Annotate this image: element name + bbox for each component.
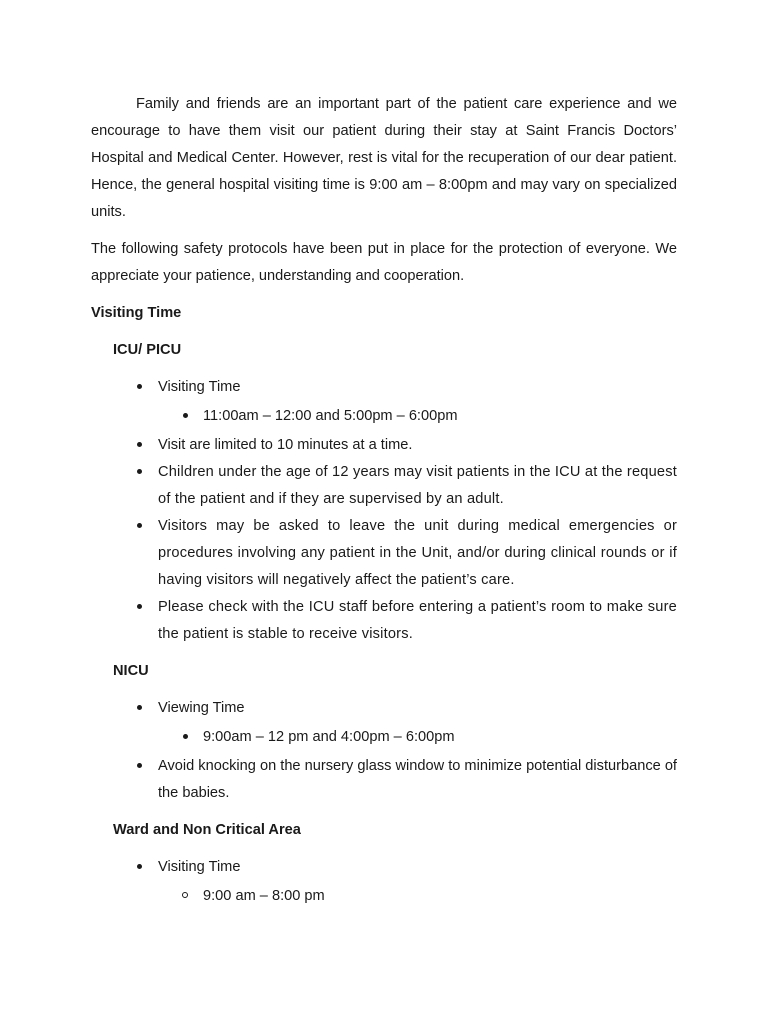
list-item bbox=[91, 374, 677, 430]
list-item bbox=[158, 883, 677, 910]
list-item bbox=[91, 432, 677, 459]
ward-visiting-hours: 9:00 am – 8:00 pm bbox=[203, 888, 325, 904]
visiting-time-heading: Visiting Time bbox=[91, 305, 182, 321]
nicu-knocking-policy: Avoid knocking on the nursery glass window to minimize potential disturbance of the babies. bbox=[158, 758, 677, 801]
bullet-icon bbox=[134, 854, 144, 881]
bullet-icon bbox=[134, 594, 144, 621]
list-item bbox=[158, 724, 677, 751]
list-item bbox=[91, 753, 677, 807]
bullet-icon bbox=[134, 753, 144, 780]
icu-visiting-time-sublist bbox=[158, 403, 677, 430]
list-item bbox=[158, 403, 677, 430]
icu-staff-check: Please check with the ICU staff before entering a patient’s room to make sure the patient is stable to receive visitors. bbox=[158, 599, 677, 642]
list-item bbox=[91, 854, 677, 910]
bullet-icon bbox=[180, 724, 190, 751]
ward-heading: Ward and Non Critical Area bbox=[113, 822, 301, 838]
circle-bullet-icon bbox=[180, 883, 190, 910]
list-item bbox=[91, 513, 677, 594]
bullet-icon bbox=[134, 695, 144, 722]
icu-children-policy: Children under the age of 12 years may visit patients in the ICU at the request of the patient and if they are supervised by an adult. bbox=[158, 464, 677, 507]
list-item bbox=[91, 594, 677, 648]
ward-visiting-time-label: Visiting Time bbox=[158, 859, 241, 875]
bullet-icon bbox=[134, 374, 144, 401]
intro-paragraph-2: The following safety protocols have been put in place for the protection of everyone. We appreciate your patience, understanding and cooperation. bbox=[91, 241, 677, 284]
icu-visit-limit: Visit are limited to 10 minutes at a time. bbox=[158, 437, 413, 453]
list-item bbox=[91, 459, 677, 513]
bullet-icon bbox=[180, 403, 190, 430]
nicu-viewing-time-sublist bbox=[158, 724, 677, 751]
bullet-icon bbox=[134, 432, 144, 459]
nicu-list bbox=[91, 695, 677, 807]
icu-picu-heading: ICU/ PICU bbox=[113, 342, 182, 358]
bullet-icon bbox=[134, 459, 144, 486]
nicu-viewing-hours: 9:00am – 12 pm and 4:00pm – 6:00pm bbox=[203, 729, 455, 745]
icu-visiting-hours: 11:00am – 12:00 and 5:00pm – 6:00pm bbox=[203, 408, 458, 424]
list-item bbox=[91, 695, 677, 751]
nicu-viewing-time-label: Viewing Time bbox=[158, 700, 245, 716]
bullet-icon bbox=[134, 513, 144, 540]
icu-list bbox=[91, 374, 677, 648]
icu-emergency-policy: Visitors may be asked to leave the unit during medical emergencies or procedures involving any patient in the Unit, and/or during clinical rounds or if having visitors will negatively affect the patient’s care. bbox=[158, 518, 677, 588]
nicu-heading: NICU bbox=[113, 663, 149, 679]
intro-paragraph-1: Family and friends are an important part of the patient care experience and we encourage to have them visit our patient during their stay at Saint Francis Doctors’ Hospital and Medical Center. However, rest is vital for the recuperation of our dear patient. Hence, the general hospital visiting time is 9:00 am – 8:00pm and may vary on specialized units. bbox=[91, 96, 677, 220]
ward-list bbox=[91, 854, 677, 910]
ward-visiting-time-sublist bbox=[158, 883, 677, 910]
icu-visiting-time-label: Visiting Time bbox=[158, 379, 241, 395]
